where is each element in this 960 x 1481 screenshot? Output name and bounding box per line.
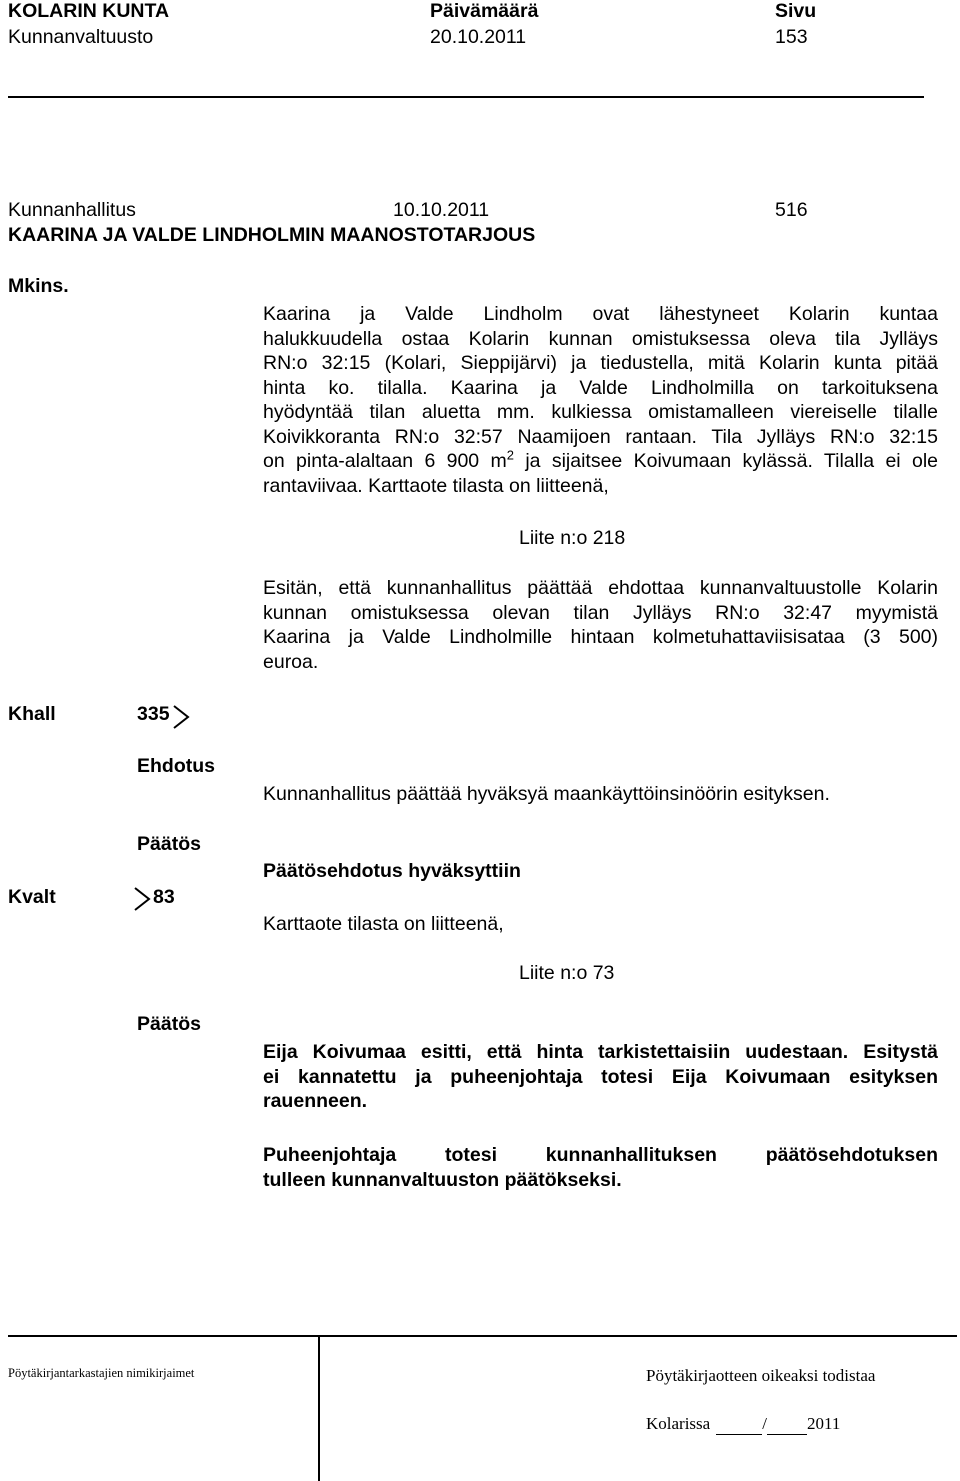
paragraph-line: ei kannatettu ja puheenjohtaja totesi Eija Koivumaan esityksen bbox=[263, 1065, 938, 1088]
paragraph-line: Eija Koivumaa esitti, että hinta tarkistettaisiin uudestaan. Esitystä bbox=[263, 1041, 938, 1063]
background-paragraph bbox=[263, 302, 938, 498]
paragraph-line: euroa. bbox=[263, 650, 319, 673]
month-blank bbox=[767, 1414, 807, 1435]
board-item-number: 516 bbox=[775, 199, 808, 221]
paragraph-line: Puheenjohtaja totesi kunnanhallituksen päätösehdotuksen bbox=[263, 1144, 938, 1166]
paragraph-line: hyödyntää tilan aluetta mm. kulkiessa omistamalleen viereiselle tilalle bbox=[263, 401, 938, 423]
paragraph-line: tulleen kunnanvaltuuston päätökseksi. bbox=[263, 1168, 622, 1191]
paragraph-line: RN:o 32:15 (Kolari, Sieppijärvi) ja tiedustella, mitä Kolarin kunta pitää bbox=[263, 352, 938, 374]
signature-place-date bbox=[646, 1414, 840, 1435]
area-text: on pinta-alaltaan 6 900 m bbox=[263, 450, 507, 472]
board-name: Kunnanhallitus bbox=[8, 199, 136, 221]
attachment-reference: Liite n:o 218 bbox=[519, 527, 626, 549]
section-mark-icon bbox=[131, 886, 153, 912]
agenda-title: KAARINA JA VALDE LINDHOLMIN MAANOSTOTARJOUS bbox=[8, 224, 536, 246]
page-number: 153 bbox=[775, 26, 808, 48]
chair-statement-paragraph bbox=[263, 1143, 938, 1192]
paragraph-line: Koivikkoranta RN:o 32:57 Naamijoen rantaan. Tila Jylläys RN:o 32:15 bbox=[263, 425, 938, 448]
kvalt-number: 83 bbox=[153, 886, 175, 908]
khall-label: Khall bbox=[8, 703, 56, 725]
footer-divider bbox=[8, 1335, 957, 1337]
paragraph-line: rantaviivaa. Karttaote tilasta on liitteenä, bbox=[263, 474, 609, 497]
decision-label: Päätös bbox=[137, 1013, 201, 1035]
day-blank bbox=[716, 1414, 762, 1435]
header-divider bbox=[8, 96, 924, 98]
khall-number: 335 bbox=[137, 703, 170, 725]
map-excerpt-text: Karttaote tilasta on liitteenä, bbox=[263, 913, 504, 935]
council-decision-paragraph bbox=[263, 1040, 938, 1114]
footer-column-divider bbox=[318, 1336, 320, 1481]
paragraph-line: Kaarina ja Valde Lindholmille hintaan kolmetuhattaviisisataa (3 500) bbox=[263, 626, 938, 648]
date-separator: / bbox=[762, 1414, 767, 1433]
paragraph-line: Esitän, että kunnanhallitus päättää ehdottaa kunnanvaltuustolle Kolarin bbox=[263, 577, 938, 599]
paragraph-line: Kaarina ja Valde Lindholm ovat lähestyneet Kolarin kuntaa bbox=[263, 303, 938, 325]
area-superscript: 2 bbox=[506, 447, 514, 463]
proposal-text: Kunnanhallitus päättää hyväksyä maankäyttöinsinöörin esityksen. bbox=[263, 783, 830, 805]
proposal-paragraph bbox=[263, 576, 938, 674]
municipality-name: KOLARIN KUNTA bbox=[8, 0, 170, 22]
paragraph-line bbox=[263, 449, 938, 474]
decision-text: Päätösehdotus hyväksyttiin bbox=[263, 860, 521, 882]
area-text-rest: ja sijaitsee Koivumaan kylässä. Tilalla ei ole bbox=[513, 450, 938, 472]
meeting-date: 20.10.2011 bbox=[430, 26, 527, 48]
section-mark-icon bbox=[170, 704, 192, 730]
meeting-body: Kunnanvaltuusto bbox=[8, 26, 154, 48]
board-date: 10.10.2011 bbox=[393, 199, 490, 221]
date-label: Päivämäärä bbox=[430, 0, 539, 22]
minutes-checkers-label: Pöytäkirjantarkastajien nimikirjaimet bbox=[8, 1366, 195, 1380]
decision-label: Päätös bbox=[137, 833, 201, 855]
paragraph-line: rauenneen. bbox=[263, 1090, 368, 1112]
kvalt-label: Kvalt bbox=[8, 886, 56, 908]
attachment-reference: Liite n:o 73 bbox=[519, 962, 615, 984]
preparer-label: Mkins. bbox=[8, 275, 69, 297]
paragraph-line: hinta ko. tilalla. Kaarina ja Valde Lindholmilla on tarkoituksena bbox=[263, 376, 938, 399]
page-label: Sivu bbox=[775, 0, 817, 22]
proposal-label: Ehdotus bbox=[137, 755, 215, 777]
certification-label: Pöytäkirjaotteen oikeaksi todistaa bbox=[646, 1366, 876, 1385]
paragraph-line: halukkuudella ostaa Kolarin kunnan omistuksessa oleva tila Jylläys bbox=[263, 327, 938, 350]
place-name: Kolarissa bbox=[646, 1414, 711, 1433]
paragraph-line: kunnan omistuksessa olevan tilan Jylläys RN:o 32:47 myymistä bbox=[263, 601, 938, 624]
year: 2011 bbox=[806, 1414, 841, 1433]
